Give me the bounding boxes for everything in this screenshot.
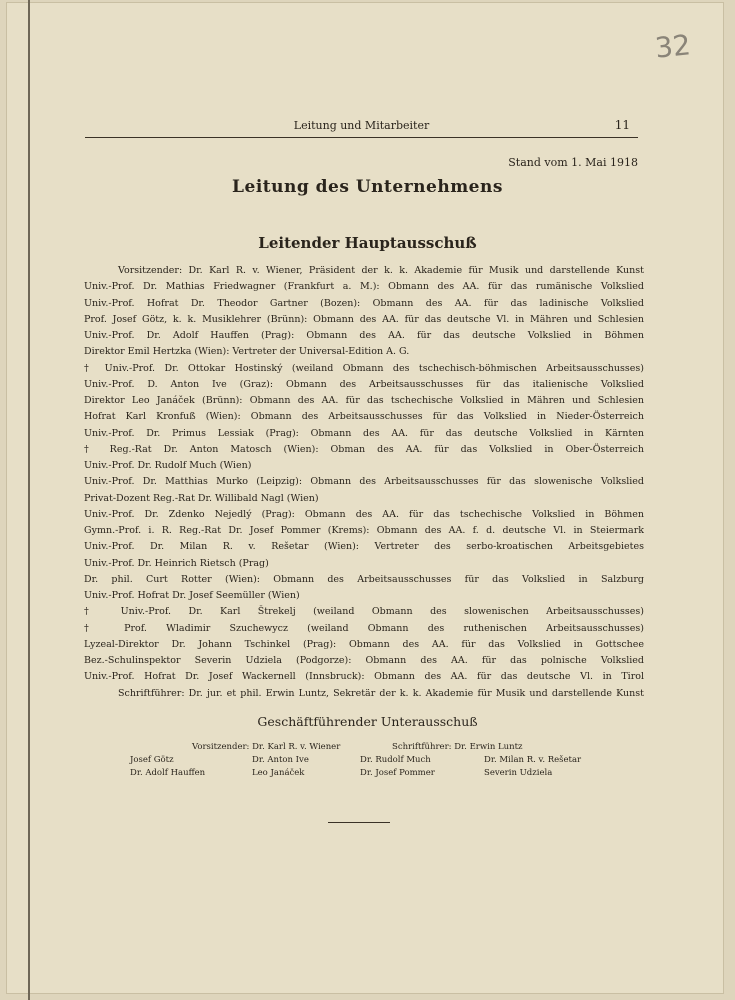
subcommittee-secretary: Schriftführer: Dr. Erwin Luntz	[392, 742, 523, 752]
member-line: Univ.-Prof. Hofrat Dr. Josef Wackernell (Innsbruck): Obmann des AA. für das deutsche Vl. in Tirol	[84, 671, 644, 683]
subcommittee-member: Dr. Josef Pommer	[360, 768, 435, 778]
page-title: Leitung des Unternehmens	[232, 177, 503, 197]
member-line: Gymn.-Prof. i. R. Reg.-Rat Dr. Josef Pommer (Krems): Obmann des AA. f. d. deutsche Vl. in Steiermark	[84, 525, 644, 536]
subcommittee-member: Dr. Anton Ive	[252, 755, 309, 765]
member-line: Lyzeal-Direktor Dr. Johann Tschinkel (Prag): Obmann des AA. für das Volkslied in Gottschee	[84, 638, 644, 650]
header-title: Leitung und Mitarbeiter	[293, 119, 430, 132]
member-line: Direktor Emil Hertzka (Wien): Vertreter der Universal-Edition A. G.	[84, 346, 410, 358]
running-header	[85, 117, 638, 138]
subcommittee-chair: Vorsitzender: Dr. Karl R. v. Wiener	[192, 742, 341, 752]
member-line: Univ.-Prof. Hofrat Dr. Theodor Gartner (Bozen): Obmann des AA. für das ladinische Volkslied	[84, 297, 644, 309]
member-line: Prof. Josef Götz, k. k. Musiklehrer (Brünn): Obmann des AA. für das deutsche Vl. in Mähren und Schlesien	[84, 313, 644, 325]
member-line: † Univ.-Prof. Dr. Ottokar Hostinský (weiland Obmann des tschechisch-böhmischen Arbeitsausschusses)	[84, 362, 644, 374]
subcommittee-member: Dr. Rudolf Much	[360, 755, 431, 765]
closing-rule	[328, 822, 390, 823]
member-line: Bez.-Schulinspektor Severin Udziela (Podgorze): Obmann des AA. für das polnische Volkslied	[84, 655, 644, 666]
member-line: Direktor Leo Janáček (Brünn): Obmann des AA. für das tschechische Volkslied in Mähren und Schlesien	[84, 395, 644, 406]
subcommittee-member: Josef Götz	[130, 755, 174, 765]
member-line: Univ.-Prof. Hofrat Dr. Josef Seemüller (Wien)	[84, 590, 300, 601]
member-line: † Reg.-Rat Dr. Anton Matosch (Wien): Obman des AA. für das Volkslied in Ober-Österreich	[84, 443, 644, 455]
date-line: Stand vom 1. Mai 1918	[508, 156, 638, 169]
member-line: Privat-Dozent Reg.-Rat Dr. Willibald Nagl (Wien)	[84, 492, 319, 504]
member-line: Univ.-Prof. Dr. Zdenko Nejedlý (Prag): Obmann des AA. für das tschechische Volkslied in Böhmen	[84, 508, 644, 520]
member-line: Vorsitzender: Dr. Karl R. v. Wiener, Präsident der k. k. Akademie für Musik und darstellende Kunst	[118, 265, 644, 276]
binding-edge-line	[28, 0, 30, 1000]
committee-title: Leitender Hauptausschuß	[258, 234, 477, 252]
subcommittee-member: Leo Janáček	[252, 768, 305, 778]
member-line: Univ.-Prof. Dr. Milan R. v. Rešetar (Wien): Vertreter des serbo-kroatischen Arbeitsgebietes	[84, 541, 644, 553]
member-line: Schriftführer: Dr. jur. et phil. Erwin Luntz, Sekretär der k. k. Akademie für Musik und darstellende Kunst	[118, 687, 644, 699]
page-number: 11	[614, 118, 630, 132]
member-line: Univ.-Prof. Dr. Primus Lessiak (Prag): Obmann des AA. für das deutsche Volkslied in Kärnten	[84, 427, 644, 439]
member-line: Univ.-Prof. Dr. Heinrich Rietsch (Prag)	[84, 557, 269, 569]
pencil-page-note: 32	[653, 28, 693, 65]
member-line: Dr. phil. Curt Rotter (Wien): Obmann des Arbeitsausschusses für das Volkslied in Salzburg	[84, 573, 644, 585]
subcommittee-title: Geschäftführender Unterausschuß	[257, 714, 478, 729]
member-line: † Prof. Wladimir Szuchewycz (weiland Obmann des ruthenischen Arbeitsausschusses)	[84, 622, 644, 634]
member-line: Univ.-Prof. Dr. Matthias Murko (Leipzig): Obmann des Arbeitsausschusses für das slowenische Volkslied	[84, 476, 644, 488]
member-line: † Univ.-Prof. Dr. Karl Štrekelj (weiland Obmann des slowenischen Arbeitsausschusses)	[84, 606, 644, 618]
member-line: Univ.-Prof. D. Anton Ive (Graz): Obmann des Arbeitsausschusses für das italienische Volkslied	[84, 378, 644, 390]
member-line: Univ.-Prof. Dr. Adolf Hauffen (Prag): Obmann des AA. für das deutsche Volkslied in Böhmen	[84, 330, 644, 341]
member-line: Univ.-Prof. Dr. Rudolf Much (Wien)	[84, 460, 252, 471]
member-line: Univ.-Prof. Dr. Mathias Friedwagner (Frankfurt a. M.): Obmann des AA. für das rumänische Volkslied	[84, 281, 644, 293]
member-line: Hofrat Karl Kronfuß (Wien): Obmann des Arbeitsausschusses für das Volkslied in Nieder-Österreich	[84, 411, 644, 423]
subcommittee-member: Dr. Adolf Hauffen	[130, 768, 206, 778]
subcommittee-member: Dr. Milan R. v. Rešetar	[484, 755, 582, 765]
subcommittee-member: Severin Udziela	[484, 768, 553, 778]
member-list	[84, 263, 644, 702]
